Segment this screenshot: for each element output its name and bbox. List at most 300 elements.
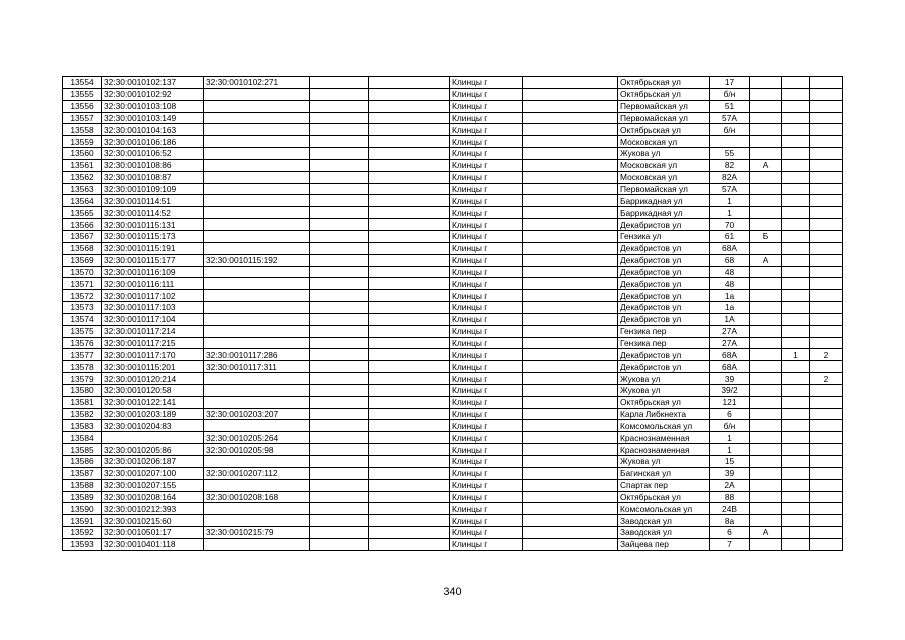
cell-row-index: 13590 (63, 503, 102, 515)
cell-linked-cadastral-number: 32:30:0010102:271 (204, 77, 310, 89)
table-row (63, 278, 843, 290)
cell-col-11 (782, 313, 810, 325)
cell-building-letter (750, 444, 782, 456)
cell-col-5 (369, 112, 450, 124)
cell-col-5 (369, 313, 450, 325)
cell-col-5 (369, 538, 450, 550)
cell-col-7 (523, 159, 618, 171)
cell-col-12 (810, 195, 843, 207)
cell-col-12 (810, 136, 843, 148)
table-row (63, 112, 843, 124)
cell-settlement: Клинцы г (450, 444, 523, 456)
cell-building-letter (750, 313, 782, 325)
cell-col-7 (523, 373, 618, 385)
cell-col-7 (523, 467, 618, 479)
cell-col-7 (523, 148, 618, 160)
cell-col-4 (310, 183, 369, 195)
cell-row-index: 13556 (63, 100, 102, 112)
cell-settlement: Клинцы г (450, 527, 523, 539)
cell-linked-cadastral-number: 32:30:0010208:168 (204, 491, 310, 503)
cell-building-letter (750, 290, 782, 302)
cell-row-index: 13566 (63, 219, 102, 231)
cell-building-letter: А (750, 527, 782, 539)
cell-col-7 (523, 396, 618, 408)
table-row (63, 420, 843, 432)
cell-house-number: 6 (710, 408, 750, 420)
cell-street: Гензика пер (618, 337, 710, 349)
cell-col-11 (782, 467, 810, 479)
cell-building-letter (750, 337, 782, 349)
cell-linked-cadastral-number (204, 148, 310, 160)
cell-settlement: Клинцы г (450, 467, 523, 479)
cell-col-7 (523, 136, 618, 148)
cell-settlement: Клинцы г (450, 515, 523, 527)
cell-row-index: 13572 (63, 290, 102, 302)
cell-building-letter (750, 361, 782, 373)
cell-col-5 (369, 325, 450, 337)
cell-col-5 (369, 444, 450, 456)
cell-linked-cadastral-number (204, 242, 310, 254)
cell-col-7 (523, 479, 618, 491)
cell-street: Декабристов ул (618, 266, 710, 278)
cell-col-4 (310, 444, 369, 456)
cell-col-7 (523, 384, 618, 396)
cell-cadastral-number: 32:30:0010501:17 (102, 527, 204, 539)
cell-settlement: Клинцы г (450, 159, 523, 171)
cell-col-11 (782, 159, 810, 171)
cell-row-index: 13569 (63, 254, 102, 266)
cell-street: Жукова ул (618, 373, 710, 385)
cell-col-11 (782, 361, 810, 373)
cell-row-index: 13565 (63, 207, 102, 219)
cell-col-7 (523, 444, 618, 456)
cell-cadastral-number: 32:30:0010120:214 (102, 373, 204, 385)
table-row (63, 432, 843, 444)
table-row (63, 159, 843, 171)
cell-row-index: 13576 (63, 337, 102, 349)
cell-col-12 (810, 230, 843, 242)
cell-col-4 (310, 361, 369, 373)
cell-col-7 (523, 456, 618, 468)
cell-street: Заводская ул (618, 515, 710, 527)
cell-linked-cadastral-number (204, 195, 310, 207)
table-row (63, 515, 843, 527)
cell-street: Московская ул (618, 171, 710, 183)
cell-settlement: Клинцы г (450, 88, 523, 100)
table-row (63, 373, 843, 385)
cell-col-7 (523, 88, 618, 100)
cell-house-number: 88 (710, 491, 750, 503)
cell-col-5 (369, 100, 450, 112)
cell-col-7 (523, 503, 618, 515)
cell-cadastral-number: 32:30:0010120:58 (102, 384, 204, 396)
cell-col-4 (310, 491, 369, 503)
table-row (63, 124, 843, 136)
cell-settlement: Клинцы г (450, 278, 523, 290)
cell-building-letter (750, 538, 782, 550)
cell-col-5 (369, 373, 450, 385)
cell-col-4 (310, 219, 369, 231)
cell-linked-cadastral-number (204, 384, 310, 396)
cell-house-number: 6 (710, 527, 750, 539)
cell-col-7 (523, 432, 618, 444)
cell-col-4 (310, 479, 369, 491)
cell-cadastral-number: 32:30:0010401:118 (102, 538, 204, 550)
cell-col-5 (369, 266, 450, 278)
cell-building-letter (750, 456, 782, 468)
table-row (63, 242, 843, 254)
cell-col-4 (310, 337, 369, 349)
cell-row-index: 13578 (63, 361, 102, 373)
cell-cadastral-number: 32:30:0010203:189 (102, 408, 204, 420)
cell-col-5 (369, 171, 450, 183)
cell-col-7 (523, 77, 618, 89)
cell-col-4 (310, 171, 369, 183)
cell-house-number: 2А (710, 479, 750, 491)
cell-building-letter (750, 503, 782, 515)
cell-col-11 (782, 479, 810, 491)
cell-col-4 (310, 313, 369, 325)
cell-street: Московская ул (618, 136, 710, 148)
cell-house-number: 1а (710, 302, 750, 314)
cell-house-number: 82А (710, 171, 750, 183)
cell-row-index: 13570 (63, 266, 102, 278)
cell-street: Багинская ул (618, 467, 710, 479)
cell-row-index: 13575 (63, 325, 102, 337)
cell-settlement: Клинцы г (450, 230, 523, 242)
cell-col-12 (810, 219, 843, 231)
cell-street: Декабристов ул (618, 242, 710, 254)
table-row (63, 266, 843, 278)
cell-col-4 (310, 207, 369, 219)
cell-cadastral-number: 32:30:0010114:51 (102, 195, 204, 207)
cell-col-7 (523, 278, 618, 290)
cell-house-number: 24В (710, 503, 750, 515)
cell-settlement: Клинцы г (450, 313, 523, 325)
cell-col-5 (369, 337, 450, 349)
cell-col-4 (310, 302, 369, 314)
cell-col-5 (369, 467, 450, 479)
cell-cadastral-number: 32:30:0010204:83 (102, 420, 204, 432)
cell-cadastral-number: 32:30:0010207:100 (102, 467, 204, 479)
cell-col-7 (523, 420, 618, 432)
cell-building-letter (750, 515, 782, 527)
cell-linked-cadastral-number (204, 515, 310, 527)
cell-col-11 (782, 538, 810, 550)
cell-settlement: Клинцы г (450, 479, 523, 491)
cell-settlement: Клинцы г (450, 420, 523, 432)
table-row (63, 456, 843, 468)
cell-settlement: Клинцы г (450, 124, 523, 136)
cell-street: Декабристов ул (618, 290, 710, 302)
cell-building-letter (750, 373, 782, 385)
cell-house-number: 121 (710, 396, 750, 408)
cell-settlement: Клинцы г (450, 112, 523, 124)
cell-col-5 (369, 242, 450, 254)
cell-col-4 (310, 456, 369, 468)
cell-settlement: Клинцы г (450, 195, 523, 207)
cell-building-letter (750, 77, 782, 89)
cell-col-5 (369, 183, 450, 195)
cell-house-number: 15 (710, 456, 750, 468)
cell-col-4 (310, 124, 369, 136)
cell-building-letter (750, 432, 782, 444)
cell-col-11 (782, 124, 810, 136)
cell-col-4 (310, 112, 369, 124)
cell-row-index: 13567 (63, 230, 102, 242)
cell-settlement: Клинцы г (450, 100, 523, 112)
cell-building-letter (750, 467, 782, 479)
cell-row-index: 13583 (63, 420, 102, 432)
cell-col-12 (810, 384, 843, 396)
cell-col-5 (369, 148, 450, 160)
cell-linked-cadastral-number (204, 290, 310, 302)
cell-street: Декабристов ул (618, 278, 710, 290)
table-row (63, 527, 843, 539)
cell-col-5 (369, 207, 450, 219)
cell-col-12: 2 (810, 373, 843, 385)
cell-col-11 (782, 527, 810, 539)
cell-col-5 (369, 230, 450, 242)
cell-linked-cadastral-number (204, 373, 310, 385)
cell-cadastral-number: 32:30:0010104:163 (102, 124, 204, 136)
cell-house-number: 1 (710, 432, 750, 444)
cell-col-7 (523, 242, 618, 254)
cell-building-letter (750, 349, 782, 361)
cell-building-letter (750, 100, 782, 112)
cell-col-5 (369, 219, 450, 231)
cell-col-5 (369, 302, 450, 314)
cell-house-number: 17 (710, 77, 750, 89)
cell-col-11 (782, 254, 810, 266)
cell-settlement: Клинцы г (450, 171, 523, 183)
cell-linked-cadastral-number (204, 337, 310, 349)
cell-linked-cadastral-number (204, 230, 310, 242)
table-row (63, 230, 843, 242)
cell-street: Декабристов ул (618, 313, 710, 325)
cell-col-12 (810, 337, 843, 349)
cell-col-11 (782, 195, 810, 207)
cell-building-letter (750, 112, 782, 124)
cell-linked-cadastral-number (204, 479, 310, 491)
cell-house-number: 68А (710, 361, 750, 373)
cell-building-letter: А (750, 159, 782, 171)
table-row (63, 100, 843, 112)
cell-col-11 (782, 100, 810, 112)
cell-building-letter (750, 396, 782, 408)
cell-house-number: 48 (710, 278, 750, 290)
cell-col-12 (810, 538, 843, 550)
registry-table-body (63, 77, 843, 551)
cell-col-4 (310, 432, 369, 444)
cell-col-4 (310, 420, 369, 432)
cell-cadastral-number: 32:30:0010115:191 (102, 242, 204, 254)
cell-col-4 (310, 230, 369, 242)
cell-building-letter (750, 88, 782, 100)
cell-col-12 (810, 396, 843, 408)
cell-building-letter (750, 148, 782, 160)
cell-col-11 (782, 302, 810, 314)
cell-col-5 (369, 527, 450, 539)
cell-cadastral-number: 32:30:0010117:103 (102, 302, 204, 314)
cell-house-number: 8а (710, 515, 750, 527)
cell-col-11 (782, 444, 810, 456)
cell-linked-cadastral-number (204, 112, 310, 124)
cell-col-7 (523, 337, 618, 349)
cell-cadastral-number: 32:30:0010215:60 (102, 515, 204, 527)
cell-cadastral-number (102, 432, 204, 444)
cell-house-number: 39 (710, 467, 750, 479)
table-row (63, 408, 843, 420)
cell-house-number: 57А (710, 183, 750, 195)
cell-linked-cadastral-number: 32:30:0010205:98 (204, 444, 310, 456)
cell-col-7 (523, 325, 618, 337)
cell-col-4 (310, 373, 369, 385)
table-row (63, 207, 843, 219)
cell-building-letter: А (750, 254, 782, 266)
cell-col-5 (369, 77, 450, 89)
cell-col-11 (782, 491, 810, 503)
cell-linked-cadastral-number (204, 159, 310, 171)
cell-building-letter (750, 384, 782, 396)
cell-cadastral-number: 32:30:0010115:177 (102, 254, 204, 266)
cell-row-index: 13563 (63, 183, 102, 195)
cell-street: Карла Либкнехта (618, 408, 710, 420)
cell-linked-cadastral-number (204, 124, 310, 136)
cell-cadastral-number: 32:30:0010117:214 (102, 325, 204, 337)
cell-col-12 (810, 88, 843, 100)
cell-street: Баррикадная ул (618, 207, 710, 219)
cell-street: Первомайская ул (618, 183, 710, 195)
cell-settlement: Клинцы г (450, 219, 523, 231)
cell-col-4 (310, 159, 369, 171)
cell-house-number: 1 (710, 195, 750, 207)
cell-settlement: Клинцы г (450, 242, 523, 254)
cell-cadastral-number: 32:30:0010122:141 (102, 396, 204, 408)
cell-col-7 (523, 515, 618, 527)
cell-col-11 (782, 503, 810, 515)
cell-street: Комсомольская ул (618, 420, 710, 432)
cell-street: Октябрьская ул (618, 124, 710, 136)
cell-settlement: Клинцы г (450, 349, 523, 361)
cell-col-12 (810, 254, 843, 266)
cell-linked-cadastral-number (204, 302, 310, 314)
cell-linked-cadastral-number: 32:30:0010205:264 (204, 432, 310, 444)
cell-street: Декабристов ул (618, 219, 710, 231)
cell-col-5 (369, 88, 450, 100)
table-row (63, 148, 843, 160)
cell-col-5 (369, 515, 450, 527)
cell-row-index: 13580 (63, 384, 102, 396)
cell-street: Заводская ул (618, 527, 710, 539)
cell-linked-cadastral-number (204, 503, 310, 515)
cell-col-4 (310, 88, 369, 100)
cell-col-5 (369, 136, 450, 148)
cell-col-4 (310, 77, 369, 89)
cell-col-7 (523, 219, 618, 231)
cell-linked-cadastral-number (204, 183, 310, 195)
cell-house-number: 55 (710, 148, 750, 160)
cell-col-11 (782, 219, 810, 231)
cell-row-index: 13559 (63, 136, 102, 148)
table-row (63, 219, 843, 231)
cell-col-11 (782, 278, 810, 290)
cell-street: Жукова ул (618, 148, 710, 160)
table-row (63, 171, 843, 183)
cell-col-5 (369, 254, 450, 266)
cell-col-4 (310, 290, 369, 302)
cell-col-7 (523, 171, 618, 183)
cell-building-letter (750, 171, 782, 183)
cell-col-7 (523, 349, 618, 361)
cell-row-index: 13557 (63, 112, 102, 124)
cell-col-4 (310, 100, 369, 112)
cell-col-5 (369, 278, 450, 290)
cell-row-index: 13562 (63, 171, 102, 183)
cell-street: Первомайская ул (618, 100, 710, 112)
cell-col-5 (369, 361, 450, 373)
cell-cadastral-number: 32:30:0010115:173 (102, 230, 204, 242)
cell-cadastral-number: 32:30:0010103:149 (102, 112, 204, 124)
cell-street: Жукова ул (618, 384, 710, 396)
cell-settlement: Клинцы г (450, 207, 523, 219)
cell-row-index: 13555 (63, 88, 102, 100)
cell-col-4 (310, 384, 369, 396)
cell-settlement: Клинцы г (450, 136, 523, 148)
cell-col-12 (810, 183, 843, 195)
table-row (63, 302, 843, 314)
cell-col-5 (369, 408, 450, 420)
cell-col-7 (523, 100, 618, 112)
cell-building-letter (750, 183, 782, 195)
cell-settlement: Клинцы г (450, 456, 523, 468)
table-row (63, 396, 843, 408)
table-row (63, 325, 843, 337)
cell-street: Баррикадная ул (618, 195, 710, 207)
table-row (63, 183, 843, 195)
cell-col-5 (369, 290, 450, 302)
cell-building-letter (750, 266, 782, 278)
cell-col-4 (310, 195, 369, 207)
cell-house-number: 39/2 (710, 384, 750, 396)
cell-col-11 (782, 136, 810, 148)
cell-col-12 (810, 515, 843, 527)
cell-house-number: 68А (710, 242, 750, 254)
cell-col-7 (523, 183, 618, 195)
cell-building-letter (750, 242, 782, 254)
cell-house-number: б/н (710, 88, 750, 100)
cell-row-index: 13592 (63, 527, 102, 539)
cell-cadastral-number: 32:30:0010106:186 (102, 136, 204, 148)
cell-col-12 (810, 325, 843, 337)
cell-building-letter (750, 124, 782, 136)
cell-linked-cadastral-number (204, 325, 310, 337)
cell-settlement: Клинцы г (450, 254, 523, 266)
cell-house-number: 27А (710, 337, 750, 349)
cell-col-11 (782, 207, 810, 219)
cell-house-number: 1 (710, 444, 750, 456)
cell-linked-cadastral-number (204, 278, 310, 290)
table-row (63, 88, 843, 100)
cell-col-5 (369, 456, 450, 468)
cell-linked-cadastral-number (204, 100, 310, 112)
cell-house-number: 61 (710, 230, 750, 242)
cell-house-number (710, 136, 750, 148)
cell-cadastral-number: 32:30:0010207:155 (102, 479, 204, 491)
cell-cadastral-number: 32:30:0010117:104 (102, 313, 204, 325)
cell-col-7 (523, 313, 618, 325)
cell-linked-cadastral-number (204, 538, 310, 550)
